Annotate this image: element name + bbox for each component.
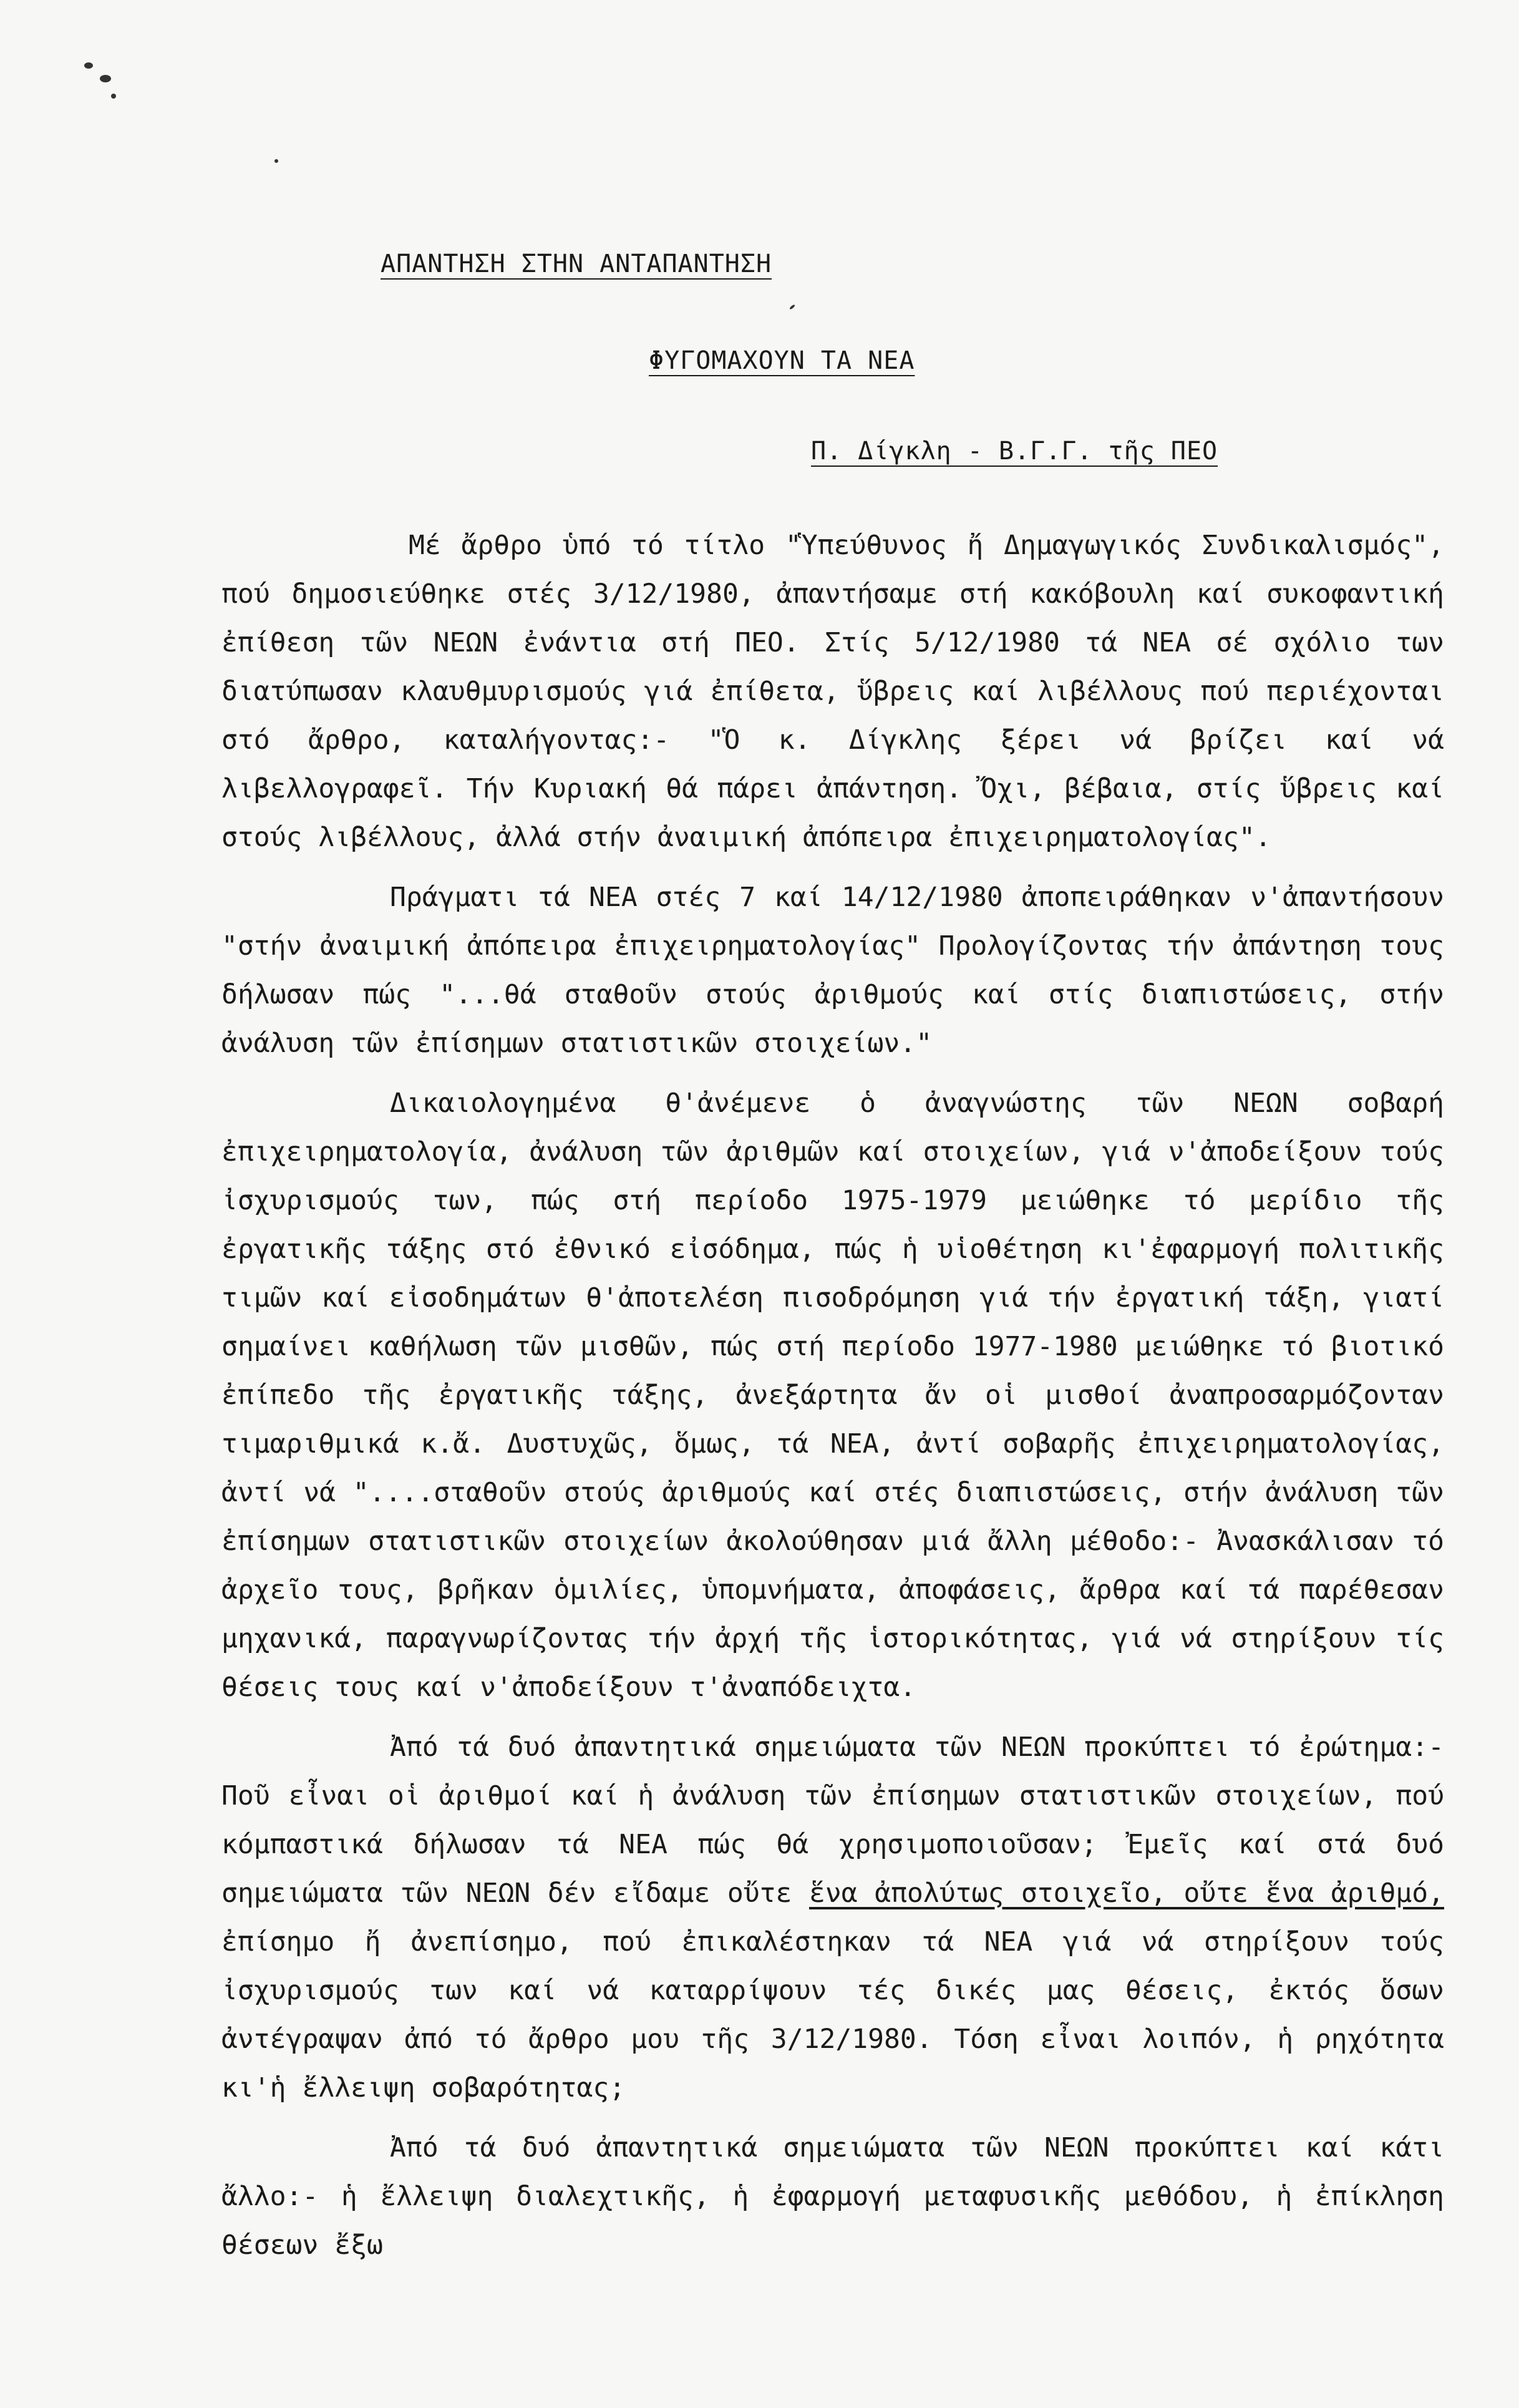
paragraph-4-start: Ἀπό τά δυό ἀπαντητικά σημειώματα τῶν ΝΕΩΝ προκύπτει τό ἐρώτημα:- Ποῦ εἶναι οἱ ἀριθμοί καί ἡ ἀνάλυση τῶν ἐπίσημων στατιστικῶν στοιχείων, πού κόμπαστικά δήλωσαν τά ΝΕΑ πώς θά χρησιμοποιοῦσαν; Ἐμεῖς καί στά δυό σημειώματα τῶν ΝΕΩΝ δέν εἴδαμε οὔτε — [221, 1732, 1444, 1909]
scan-speck — [111, 94, 116, 99]
document-author: Π. Δίγκλη - Β.Γ.Γ. τῆς ΠΕΟ — [811, 437, 1218, 466]
document-title: ΑΠΑΝΤΗΣΗ ΣΤΗΝ ΑΝΤΑΠΑΝΤΗΣΗ — [381, 250, 772, 278]
paragraph-3: Δικαιολογημένα θ'ἀνέμενε ὁ ἀναγνώστης τῶν ΝΕΩΝ σοβαρή ἐπιχειρηματολογία, ἀνάλυση τῶν ἀριθμῶν καί στοιχείων, γιά ν'ἀποδείξουν τούς ἰσχυρισμούς των, πώς στή περίοδο 1975-1979 μειώθηκε τό μερίδιο τῆς ἐργατικῆς τάξης στό ἐθνικό εἰσόδημα, πώς ἡ υἱοθέτηση κι'ἐφαρμογή πολιτικῆς τιμῶν καί εἰσοδημάτων θ'ἀποτελέση πισοδρόμηση γιά τήν ἐργατική τάξη, γιατί σημαίνει καθήλωση τῶν μισθῶν, πώς στή περίοδο 1977-1980 μειώθηκε τό βιοτικό ἐπίπεδο τῆς ἐργατικῆς τάξης, ἀνεξάρτητα ἄν οἱ μισθοί ἀναπροσαρμόζονταν τιμαριθμικά κ.ἄ. Δυστυχῶς, ὅμως, τά ΝΕΑ, ἀντί σοβαρῆς ἐπιχειρηματολογίας, ἀντί νά "....σταθοῦν στούς ἀριθμούς καί στές διαπιστώσεις, στήν ἀνάλυση τῶν ἐπίσημων στατιστικῶν στοιχείων ἀκολούθησαν μιά ἄλλη μέθοδο:- Ἀνασκάλισαν τό ἀρχεῖο τους, βρῆκαν ὁμιλίες, ὑπομνήματα, ἀποφάσεις, ἄρθρα καί τά παρέθεσαν μηχανικά, παραγνωρίζοντας τήν ἀρχή τῆς ἱστορικότητας, γιά νά στηρίξουν τίς θέσεις τους καί ν'ἀποδείξουν τ'ἀναπόδειχτα. — [221, 1088, 1444, 1703]
document-body — [221, 521, 1444, 2281]
scan-speck — [84, 62, 93, 69]
paragraph-1: Μέ ἄρθρο ὑπό τό τίτλο "Ὑπεύθυνος ἤ Δημαγωγικός Συνδικαλισμός", πού δημοσιεύθηκε στές 3/12/1980, ἀπαντήσαμε στή κακόβουλη καί συκοφαντική ἐπίθεση τῶν ΝΕΩΝ ἐνάντια στή ΠΕΟ. Στίς 5/12/1980 τά ΝΕΑ σέ σχόλιο των διατύπωσαν κλαυθμυρισμούς γιά ἐπίθετα, ὕβρεις καί λιβέλλους πού περιέχονται στό ἄρθρο, καταλήγοντας:- "Ὁ κ. Δίγκλης ξέρει νά βρίζει καί νά λιβελλογραφεῖ. Τήν Κυριακή θά πάρει ἀπάντηση. Ὄχι, βέβαια, στίς ὕβρεις καί στούς λιβέλλους, ἀλλά στήν ἀναιμική ἀπόπειρα ἐπιχειρηματολογίας". — [221, 530, 1444, 853]
paragraph-2: Πράγματι τά ΝΕΑ στές 7 καί 14/12/1980 ἀποπειράθηκαν ν'ἀπαντήσουν "στήν ἀναιμική ἀπόπειρα ἐπιχειρηματολογίας" Προλογίζοντας τήν ἀπάντηση τους δήλωσαν πώς "...θά σταθοῦν στούς ἀριθμούς καί στίς διαπιστώσεις, στήν ἀνάλυση τῶν ἐπίσημων στατιστικῶν στοιχείων." — [221, 882, 1444, 1059]
scan-speck — [789, 304, 795, 310]
scan-speck — [100, 75, 111, 82]
underlined-phrase: ἕνα ἀπολύτως στοιχεῖο, οὔτε ἕνα ἀριθμό, — [809, 1878, 1444, 1909]
paragraph-4-end: ἐπίσημο ἤ ἀνεπίσημο, πού ἐπικαλέστηκαν τά ΝΕΑ γιά νά στηρίξουν τούς ἰσχυρισμούς των καί νά καταρρίψουν τές δικές μας θέσεις, ἐκτός ὅσων ἀντέγραψαν ἀπό τό ἄρθρο μου τῆς 3/12/1980. Τόση εἶναι λοιπόν, ἡ ρηχότητα κι'ἡ ἔλλειψη σοβαρότητας; — [221, 1926, 1444, 2103]
document-subtitle: ΦΥΓΟΜΑΧΟΥΝ ΤΑ ΝΕΑ — [649, 346, 915, 375]
scan-speck — [274, 159, 278, 163]
paragraph-5: Ἀπό τά δυό ἀπαντητικά σημειώματα τῶν ΝΕΩΝ προκύπτει καί κάτι ἄλλο:- ἡ ἔλλειψη διαλεχτικῆς, ἡ ἐφαρμογή μεταφυσικῆς μεθόδου, ἡ ἐπίκληση θέσεων ἔξω — [221, 2132, 1444, 2261]
paragraph-4 — [221, 1723, 1444, 2112]
